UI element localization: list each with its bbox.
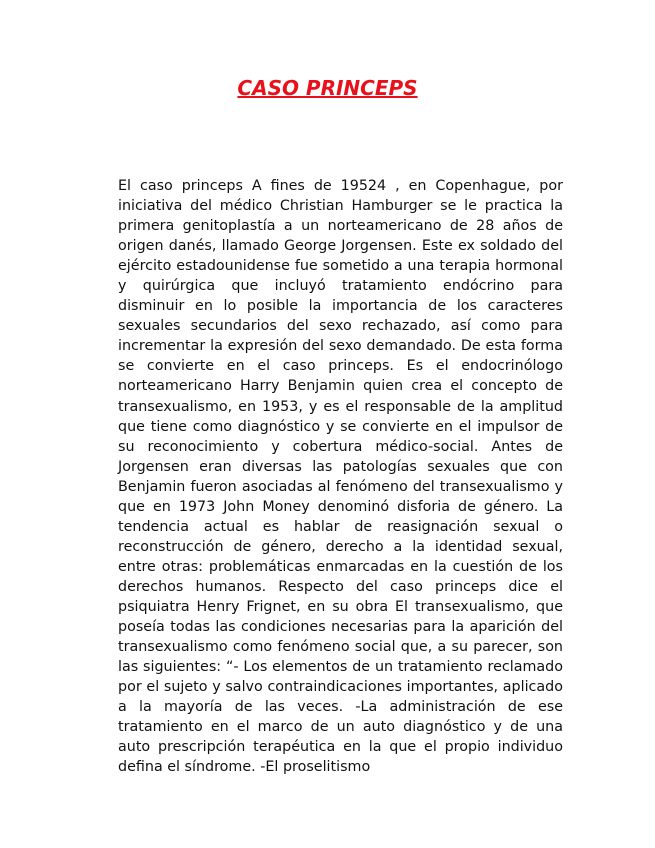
body-paragraph: El caso princeps A fines de 19524 , en Copenhague, por iniciativa del médico Christian Hamburger se le practica la primera genitoplastía a un norteamericano de 28 años de origen danés, llamado George Jorgensen. Este ex soldado del ejército estadounidense fue sometido a una terapia hormonal y quirúrgica que incluyó tratamiento endócrino para disminuir en lo posible la importancia de los caracteres sexuales secundarios del sexo rechazado, así como para incrementar la expresión del sexo demandado. De esta forma se convierte en el caso princeps. Es el endocrinólogo norteamericano Harry Benjamin quien crea el concepto de transexualismo, en 1953, y es el responsable de la amplitud que tiene como diagnóstico y se convierte en el impulsor de su reconocimiento y cobertura médico-social. Antes de Jorgensen eran diversas las patologías sexuales que con Benjamin fueron asociadas al fenómeno del transexualismo y que en 1973 John Money denominó disforia de género. La tendencia actual es hablar de reasignación sexual o reconstrucción de género, derecho a la identidad sexual, entre otras: problemáticas enmarcadas en la cuestión de los derechos humanos. Respecto del caso princeps dice el psiquiatra Henry Frignet, en su obra El transexualismo, que poseía todas las condiciones necesarias para la aparición del transexualismo como fenómeno social que, a su parecer, son las siguientes: “- Los elementos de un tratamiento reclamado por el sujeto y salvo contraindicaciones importantes, aplicado a la mayoría de las veces. -La administración de ese tratamiento en el marco de un auto diagnóstico y de una auto prescripción terapéutica en la que el propio individuo defina el síndrome. -El proselitismo [118, 178, 563, 776]
page-title: CASO PRINCEPS [237, 76, 418, 100]
